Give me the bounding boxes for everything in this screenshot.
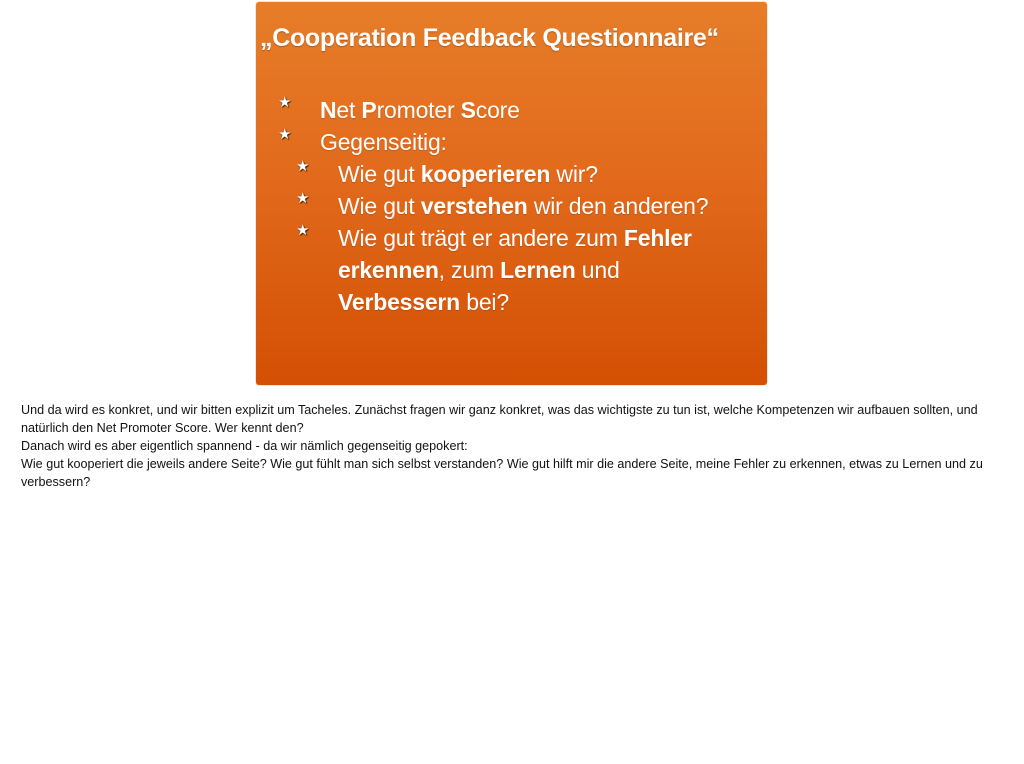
- star-icon: ★: [296, 158, 310, 175]
- notes-line-2: Danach wird es aber eigentlich spannend - da wir nämlich gegenseitig gepokert:: [21, 439, 468, 453]
- sub2-post: wir den anderen?: [527, 193, 709, 219]
- sub1-post: wir?: [550, 161, 598, 187]
- sub3-bold3: Verbessern: [338, 289, 461, 315]
- sub3-bold2: Lernen: [500, 257, 576, 283]
- bullet-list: [256, 94, 767, 318]
- bullet-nps: [256, 94, 767, 126]
- nps-letter-s: S: [460, 97, 476, 123]
- nps-text-romoter: romoter: [376, 97, 461, 123]
- nps-letter-n: N: [320, 97, 337, 123]
- sub3-bold1: Fehler erkennen: [338, 225, 692, 283]
- sub2-bold: verstehen: [420, 193, 528, 219]
- nps-text-core: core: [475, 97, 520, 123]
- speaker-notes: [21, 401, 1006, 491]
- sub-bullet-kooperieren: [256, 158, 767, 190]
- sub-bullet-verstehen: [256, 190, 767, 222]
- slide-title: „Cooperation Feedback Questionnaire“: [260, 24, 719, 52]
- star-icon: ★: [278, 94, 292, 111]
- slide-preview: [256, 2, 767, 385]
- sub-bullet-fehler: [256, 222, 767, 318]
- sub1-pre: Wie gut: [338, 161, 421, 187]
- bullet-gegenseitig: [256, 126, 767, 158]
- star-icon: ★: [278, 126, 292, 143]
- notes-line-3: Wie gut kooperiert die jeweils andere Seite? Wie gut fühlt man sich selbst verstanden? Wie gut hilft mir die andere Seite, meine Fehler zu erkennen, etwas zu Lernen und zu verbessern?: [21, 457, 983, 489]
- star-icon: ★: [296, 222, 310, 239]
- nps-text-et: et: [336, 97, 362, 123]
- sub3-mid1: , zum: [438, 257, 501, 283]
- sub1-bold: kooperieren: [420, 161, 551, 187]
- sub3-post: bei?: [460, 289, 509, 315]
- notes-line-1: Und da wird es konkret, und wir bitten explizit um Tacheles. Zunächst fragen wir ganz konkret, was das wichtigste zu tun ist, welche Kompetenzen wir aufbauen sollten, und natürlich den Net Promoter Score. Wer kennt den?: [21, 403, 978, 435]
- gegenseitig-text: Gegenseitig:: [320, 129, 447, 155]
- sub2-pre: Wie gut: [338, 193, 421, 219]
- nps-letter-p: P: [361, 97, 377, 123]
- star-icon: ★: [296, 190, 310, 207]
- sub3-pre: Wie gut trägt er andere zum: [338, 225, 624, 251]
- sub3-mid2: und: [575, 257, 620, 283]
